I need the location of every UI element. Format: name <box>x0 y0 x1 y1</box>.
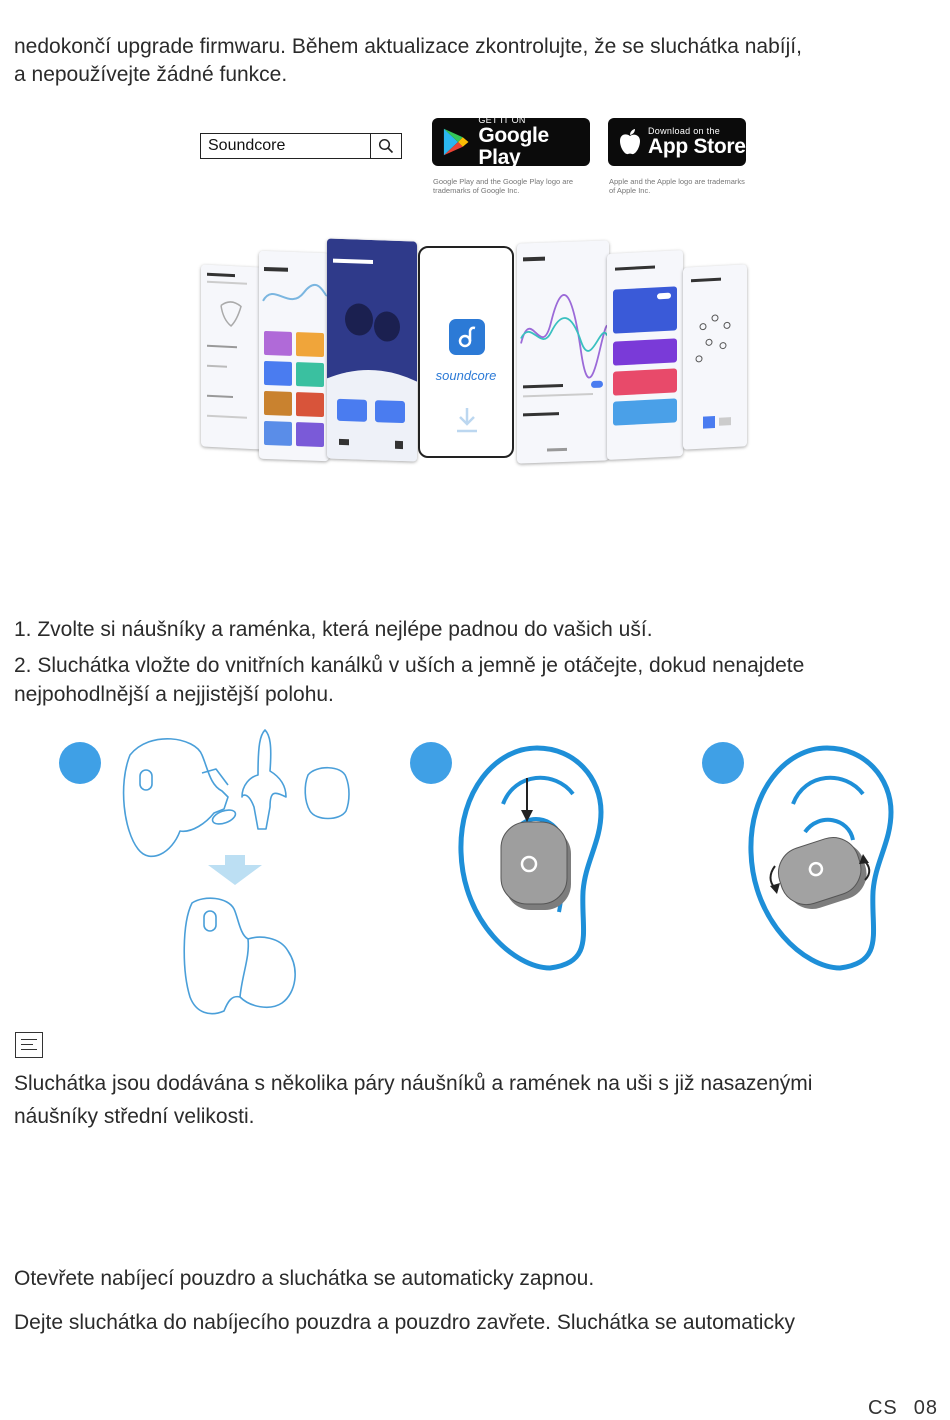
app-store-badge <box>608 118 746 166</box>
app-screens-collage <box>195 238 755 468</box>
step-3-marker <box>702 742 744 784</box>
app-screen-liberty <box>327 238 417 461</box>
google-play-badge <box>432 115 590 169</box>
app-store-small-text: Download on the <box>648 126 721 136</box>
app-search-text: Soundcore <box>208 137 286 154</box>
app-screen-profiles <box>607 250 683 460</box>
intro-line-2: a nepoužívejte žádné funkce. <box>14 63 288 86</box>
step-2-line-1: 2. Sluchátka vložte do vnitřních kanálků v uších a jemně je otáčejte, dokud nenajdete <box>14 654 805 677</box>
app-store-big-text: App Store <box>648 135 746 158</box>
step-2-marker <box>410 742 452 784</box>
app-search-box <box>200 133 402 159</box>
step-1-text: 1. Zvolte si náušníky a raménka, která nejlépe padnou do vašich uší. <box>14 618 653 641</box>
earbud-shape <box>501 822 571 910</box>
apple-legal <box>609 177 745 195</box>
google-legal-line-2: trademarks of Google Inc. <box>433 186 520 195</box>
apple-icon <box>618 128 642 156</box>
apple-legal-line-1: Apple and the Apple logo are trademarks <box>609 177 745 186</box>
google-legal-line-1: Google Play and the Google Play logo are <box>433 177 574 186</box>
page-number: 08 <box>913 1397 938 1419</box>
app-screen-hearid <box>517 240 609 463</box>
google-play-big-text: Google Play <box>478 124 549 169</box>
ear-insert-illustration <box>455 742 605 972</box>
apple-legal-line-2: of Apple Inc. <box>609 186 651 195</box>
app-screen-controls <box>201 264 263 449</box>
intro-line-1: nedokončí upgrade firmwaru. Během aktualizace zkontrolujte, že se sluchátka nabíjí, <box>14 35 802 58</box>
ear-rotate-illustration <box>745 742 895 972</box>
search-icon <box>370 134 401 158</box>
soundcore-app-icon <box>449 319 485 355</box>
note-icon <box>15 1032 43 1058</box>
note-line-2: náušníky střední velikosti. <box>14 1105 255 1128</box>
step-1-marker <box>59 742 101 784</box>
google-legal <box>433 177 573 195</box>
page-footer <box>852 1397 938 1420</box>
soundcore-wordmark: soundcore <box>435 368 497 383</box>
app-screen-default <box>259 251 329 461</box>
google-play-icon <box>442 126 470 158</box>
power-on-text: Otevřete nabíjecí pouzdro a sluchátka se automaticky zapnou. <box>14 1267 595 1290</box>
app-screen-customize <box>683 264 747 449</box>
note-line-1: Sluchátka jsou dodávána s několika páry náušníků a ramének na uši s již nasazenými <box>14 1072 813 1095</box>
app-screen-soundcore <box>418 246 514 458</box>
google-play-small-text: GET IT ON <box>478 115 526 125</box>
step-2-line-2: nejpohodlnější a nejjistější polohu. <box>14 683 334 706</box>
power-off-text: Dejte sluchátka do nabíjecího pouzdra a pouzdro zavřete. Sluchátka se automaticky <box>14 1311 795 1334</box>
earbud-shape <box>772 830 874 917</box>
footer-language: CS <box>867 1397 898 1419</box>
download-icon <box>454 406 480 434</box>
ear-tips-illustration <box>110 725 370 1020</box>
